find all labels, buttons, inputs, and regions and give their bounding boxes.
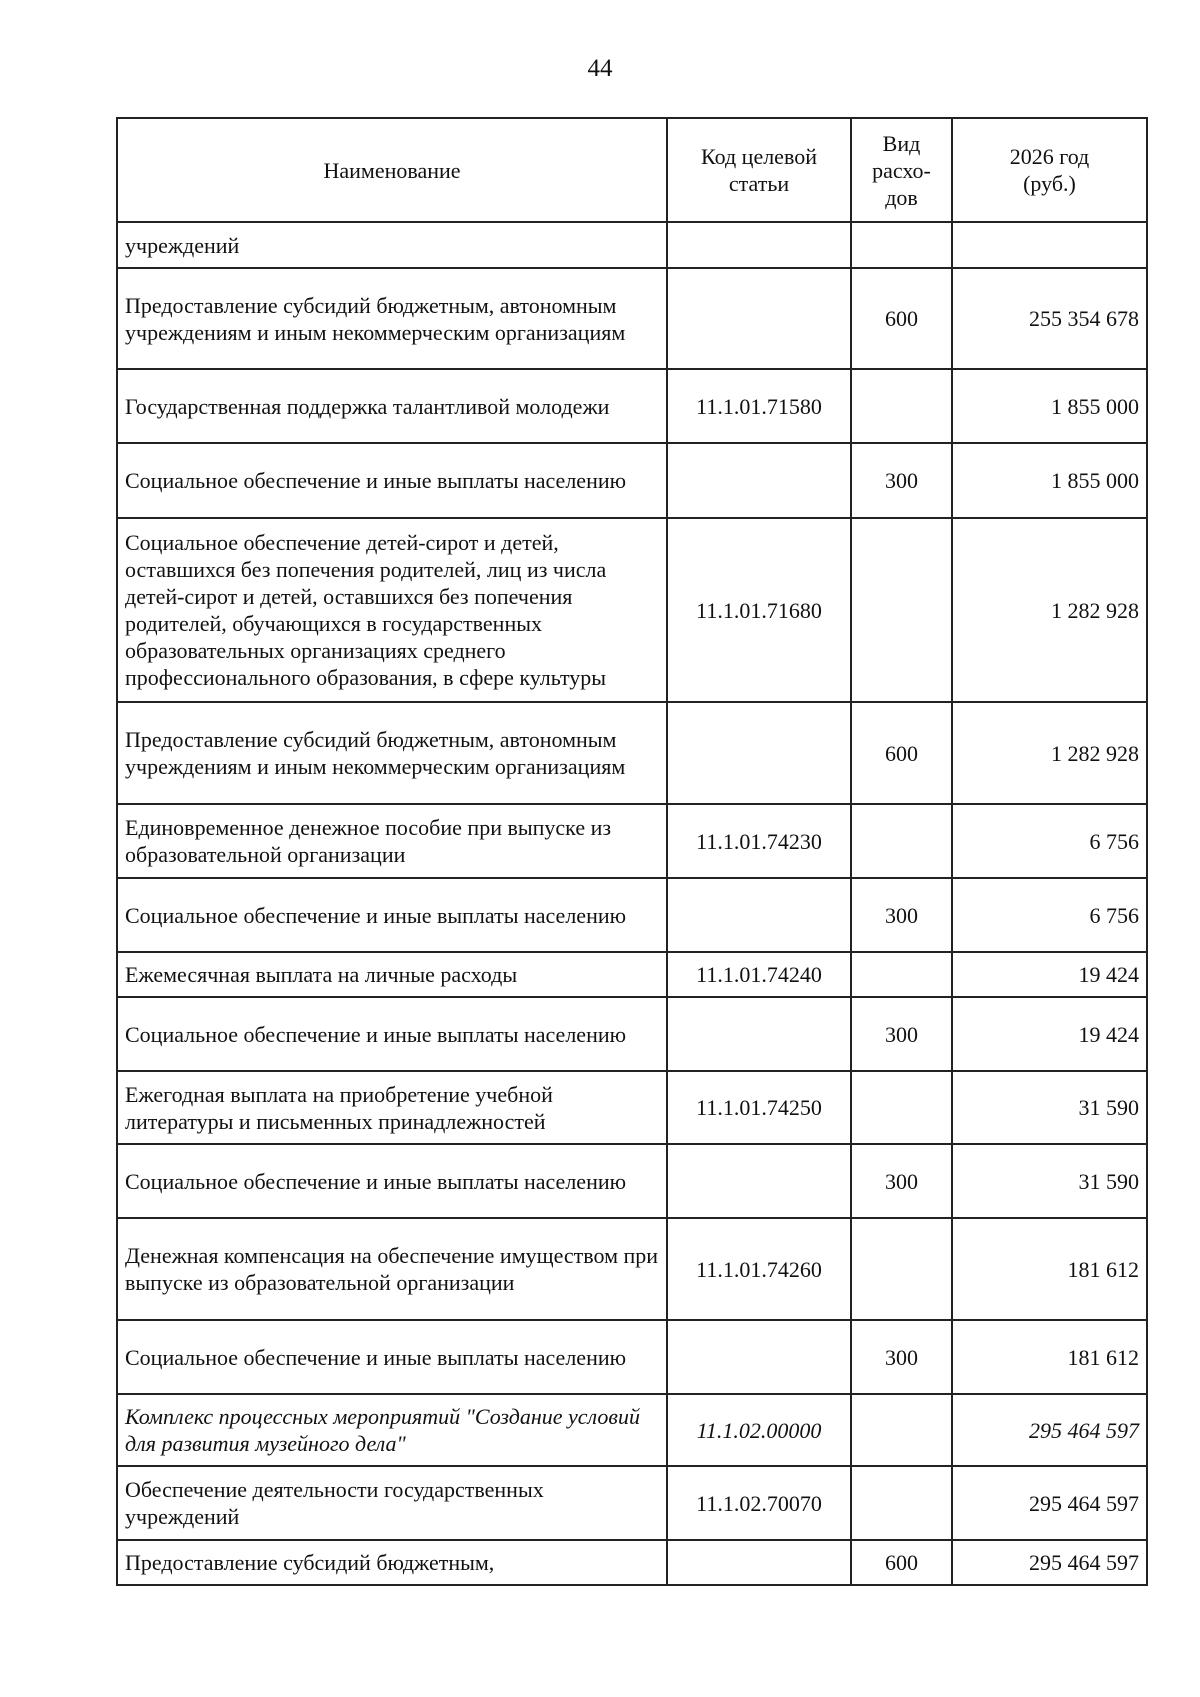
row-code: 11.1.01.74260 (667, 1218, 851, 1320)
row-name: Ежемесячная выплата на личные расходы (117, 952, 667, 997)
table-row (117, 369, 1147, 443)
row-code (667, 268, 851, 369)
table-row (117, 222, 1147, 268)
row-amount: 295 464 597 (952, 1466, 1147, 1540)
header-kind: Вид расхо- дов (851, 118, 952, 222)
row-kind (851, 1218, 952, 1320)
table-row (117, 268, 1147, 369)
table-row (117, 518, 1147, 702)
budget-table (116, 117, 1148, 1586)
row-name: Социальное обеспечение и иные выплаты населению (117, 878, 667, 952)
table-row (117, 1144, 1147, 1218)
row-name: Социальное обеспечение и иные выплаты населению (117, 997, 667, 1071)
row-amount: 181 612 (952, 1320, 1147, 1394)
row-code: 11.1.01.74240 (667, 952, 851, 997)
row-amount: 1 855 000 (952, 443, 1147, 518)
row-name: Социальное обеспечение и иные выплаты населению (117, 443, 667, 518)
row-amount: 31 590 (952, 1144, 1147, 1218)
table-row (117, 997, 1147, 1071)
table-row (117, 1218, 1147, 1320)
row-amount: 1 282 928 (952, 702, 1147, 804)
row-name: Социальное обеспечение детей-сирот и детей, оставшихся без попечения родителей, лиц из числа детей-сирот и детей, оставшихся без попечения родителей, обучающихся в государственных образовательных организациях среднего профессионального образования, в сфере культуры (117, 518, 667, 702)
row-kind (851, 1394, 952, 1466)
row-kind: 300 (851, 1320, 952, 1394)
page-number: 44 (587, 55, 613, 82)
row-kind (851, 804, 952, 878)
row-name: Комплекс процессных мероприятий "Создание условий для развития музейного дела" (117, 1394, 667, 1466)
row-name: Социальное обеспечение и иные выплаты населению (117, 1144, 667, 1218)
row-code: 11.1.02.70070 (667, 1466, 851, 1540)
row-name: Ежегодная выплата на приобретение учебной литературы и письменных принадлежностей (117, 1071, 667, 1144)
row-code (667, 222, 851, 268)
table-row (117, 1540, 1147, 1585)
header-name: Наименование (117, 118, 667, 222)
row-name: Предоставление субсидий бюджетным, автономным учреждениям и иным некоммерческим организациям (117, 268, 667, 369)
row-amount: 181 612 (952, 1218, 1147, 1320)
table-row (117, 1071, 1147, 1144)
row-code: 11.1.01.71580 (667, 369, 851, 443)
row-kind (851, 369, 952, 443)
table-row-section (117, 1394, 1147, 1466)
row-name: Социальное обеспечение и иные выплаты населению (117, 1320, 667, 1394)
row-code (667, 1144, 851, 1218)
row-code (667, 1540, 851, 1585)
header-code: Код целевой статьи (667, 118, 851, 222)
row-name: Государственная поддержка талантливой молодежи (117, 369, 667, 443)
row-amount: 19 424 (952, 952, 1147, 997)
row-kind: 600 (851, 268, 952, 369)
row-amount: 6 756 (952, 804, 1147, 878)
row-code (667, 702, 851, 804)
row-kind (851, 952, 952, 997)
row-amount: 295 464 597 (952, 1394, 1147, 1466)
row-code (667, 443, 851, 518)
row-amount: 1 855 000 (952, 369, 1147, 443)
row-code (667, 1320, 851, 1394)
table-row (117, 702, 1147, 804)
table-row (117, 878, 1147, 952)
row-code: 11.1.01.74250 (667, 1071, 851, 1144)
row-name: Предоставление субсидий бюджетным, (117, 1540, 667, 1585)
row-kind: 600 (851, 1540, 952, 1585)
row-name: Предоставление субсидий бюджетным, автономным учреждениям и иным некоммерческим организациям (117, 702, 667, 804)
row-amount (952, 222, 1147, 268)
row-name: учреждений (117, 222, 667, 268)
row-kind: 300 (851, 1144, 952, 1218)
row-kind: 300 (851, 878, 952, 952)
table-row (117, 804, 1147, 878)
row-code: 11.1.01.74230 (667, 804, 851, 878)
row-amount: 295 464 597 (952, 1540, 1147, 1585)
row-kind (851, 1071, 952, 1144)
table-row (117, 952, 1147, 997)
row-code: 11.1.01.71680 (667, 518, 851, 702)
row-amount: 31 590 (952, 1071, 1147, 1144)
row-name: Денежная компенсация на обеспечение имуществом при выпуске из образовательной организации (117, 1218, 667, 1320)
row-amount: 19 424 (952, 997, 1147, 1071)
row-amount: 6 756 (952, 878, 1147, 952)
row-code (667, 878, 851, 952)
row-kind: 300 (851, 997, 952, 1071)
row-code (667, 997, 851, 1071)
table-row (117, 1320, 1147, 1394)
row-kind (851, 518, 952, 702)
row-name: Единовременное денежное пособие при выпуске из образовательной организации (117, 804, 667, 878)
row-code: 11.1.02.00000 (667, 1394, 851, 1466)
row-amount: 1 282 928 (952, 518, 1147, 702)
row-amount: 255 354 678 (952, 268, 1147, 369)
row-kind: 600 (851, 702, 952, 804)
header-amount: 2026 год (руб.) (952, 118, 1147, 222)
table-row (117, 443, 1147, 518)
row-kind (851, 1466, 952, 1540)
row-kind: 300 (851, 443, 952, 518)
row-kind (851, 222, 952, 268)
table-header-row (117, 118, 1147, 222)
table-row (117, 1466, 1147, 1540)
row-name: Обеспечение деятельности государственных учреждений (117, 1466, 667, 1540)
